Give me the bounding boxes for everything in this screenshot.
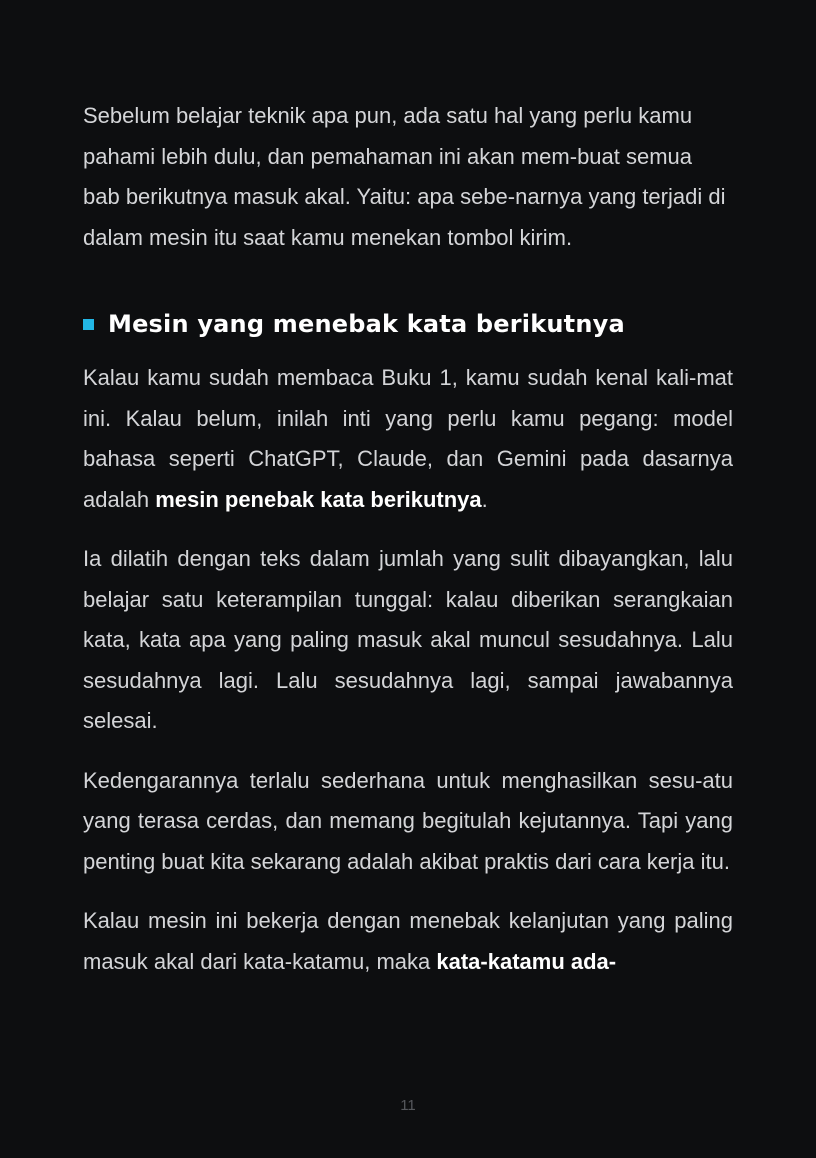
paragraph-1-text: Kalau kamu sudah membaca Buku 1, kamu sudah kenal kali-mat ini. Kalau belum, inilah inti yang perlu kamu pegang: model bahasa seperti ChatGPT, Claude, dan Gemini pada dasarnya adalah [83, 365, 733, 512]
paragraph-1-end: . [481, 486, 488, 512]
paragraph-4-bold: kata-katamu ada- [436, 948, 617, 974]
intro-paragraph: Sebelum belajar teknik apa pun, ada satu hal yang perlu kamu pahami lebih dulu, dan pemahaman ini akan mem-buat semua bab berikutnya masuk akal. Yaitu: apa sebe-narnya yang terjadi di dalam mesin itu saat kamu menekan tombol kirim. [83, 103, 726, 250]
paragraph-2: Ia dilatih dengan teks dalam jumlah yang sulit dibayangkan, lalu belajar satu keterampilan tunggal: kalau diberikan serangkaian kata, kata apa yang paling masuk akal muncul sesudahnya. Lalu sesudahnya lagi. Lalu sesudahnya lagi, sampai jawabannya selesai. [83, 546, 733, 733]
paragraph-4 [83, 901, 733, 982]
page-body [83, 96, 733, 1001]
paragraph-3: Kedengarannya terlalu sederhana untuk menghasilkan sesu-atu yang terasa cerdas, dan memang begitulah kejutannya. Tapi yang penting buat kita sekarang adalah akibat praktis dari cara kerja itu. [83, 767, 733, 874]
page-number: 11 [400, 1097, 416, 1114]
section-heading-text: Mesin yang menebak kata berikutnya [108, 310, 625, 338]
paragraph-1 [83, 358, 733, 520]
section-heading [83, 304, 733, 344]
paragraph-4-text: Kalau mesin ini bekerja dengan menebak kelanjutan yang paling masuk akal dari kata-katamu, maka [83, 908, 733, 974]
paragraph-1-bold: mesin penebak kata berikutnya [155, 486, 482, 512]
square-bullet-icon [83, 319, 94, 330]
